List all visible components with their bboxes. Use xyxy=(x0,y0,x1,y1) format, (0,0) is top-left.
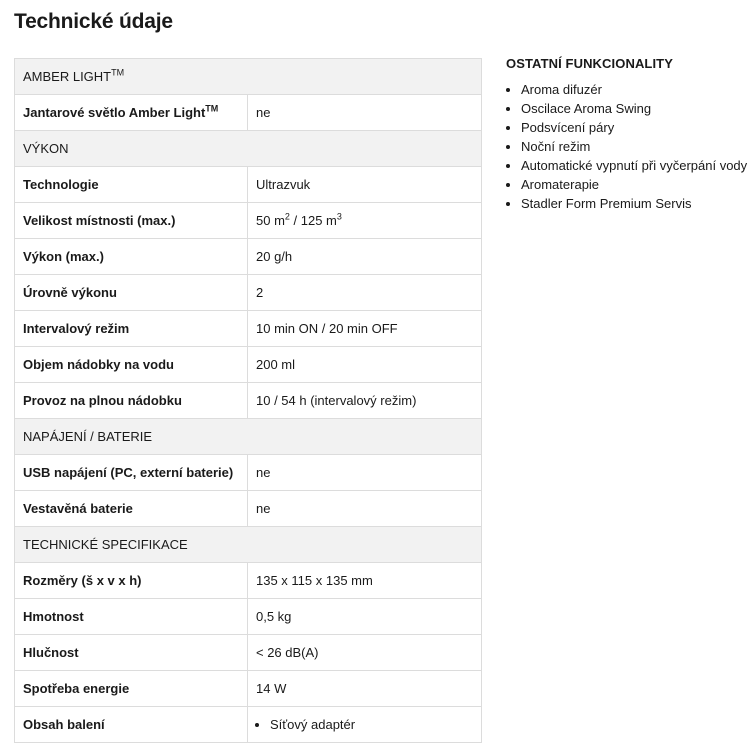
table-row xyxy=(15,563,482,599)
table-row xyxy=(15,707,482,743)
row-label: Provoz na plnou nádobku xyxy=(15,383,248,419)
other-features-title: OSTATNÍ FUNKCIONALITY xyxy=(506,56,673,71)
row-label: Obsah balení xyxy=(15,707,248,743)
row-label: Spotřeba energie xyxy=(15,671,248,707)
row-label: Hmotnost xyxy=(15,599,248,635)
row-label: Úrovně výkonu xyxy=(15,275,248,311)
row-label: Hlučnost xyxy=(15,635,248,671)
table-row xyxy=(15,491,482,527)
row-value: 20 g/h xyxy=(248,239,482,275)
row-value: 14 W xyxy=(248,671,482,707)
list-item: • Oscilace Aroma Swing xyxy=(521,99,751,118)
row-label: Vestavěná baterie xyxy=(15,491,248,527)
other-features-list xyxy=(506,80,751,213)
section-header-amber-light xyxy=(15,59,482,95)
section-title: VÝKON xyxy=(15,131,482,167)
trademark-sup: TM xyxy=(205,103,219,114)
row-value: 135 x 115 x 135 mm xyxy=(248,563,482,599)
table-row xyxy=(15,383,482,419)
row-value: < 26 dB(A) xyxy=(248,635,482,671)
row-value: 200 ml xyxy=(248,347,482,383)
package-contents-list xyxy=(256,717,473,732)
section-title: AMBER LIGHT xyxy=(23,69,112,84)
page-title: Technické údaje xyxy=(14,10,173,33)
list-item: • Aroma difuzér xyxy=(521,80,751,99)
table-row xyxy=(15,671,482,707)
other-features-panel xyxy=(506,56,751,213)
list-item: • Stadler Form Premium Servis xyxy=(521,194,751,213)
row-label: Objem nádobky na vodu xyxy=(15,347,248,383)
value-text: 50 m xyxy=(256,213,285,228)
list-item: • Síťový adaptér xyxy=(270,717,473,732)
spec-table xyxy=(14,58,482,743)
section-title: TECHNICKÉ SPECIFIKACE xyxy=(15,527,482,563)
table-row xyxy=(15,167,482,203)
row-value: 0,5 kg xyxy=(248,599,482,635)
table-row xyxy=(15,95,482,131)
section-header-napajeni xyxy=(15,419,482,455)
row-value: ne xyxy=(248,491,482,527)
row-value: 2 xyxy=(248,275,482,311)
table-row xyxy=(15,599,482,635)
row-value: 10 / 54 h (intervalový režim) xyxy=(248,383,482,419)
table-row xyxy=(15,635,482,671)
row-value: ne xyxy=(248,95,482,131)
row-value xyxy=(248,707,482,743)
row-label: Výkon (max.) xyxy=(15,239,248,275)
superscript: 3 xyxy=(336,211,342,222)
row-value: 10 min ON / 20 min OFF xyxy=(248,311,482,347)
row-label: Technologie xyxy=(15,167,248,203)
list-item: • Noční režim xyxy=(521,137,751,156)
table-row xyxy=(15,455,482,491)
table-row xyxy=(15,275,482,311)
section-header-technicke-specifikace xyxy=(15,527,482,563)
list-item: • Automatické vypnutí při vyčerpání vody xyxy=(521,156,751,175)
list-item: • Podsvícení páry xyxy=(521,118,751,137)
row-value: Ultrazvuk xyxy=(248,167,482,203)
table-row xyxy=(15,239,482,275)
superscript: 2 xyxy=(284,211,290,222)
row-label: Jantarové světlo Amber Light xyxy=(23,105,206,120)
row-label: Rozměry (š x v x h) xyxy=(15,563,248,599)
value-text: / 125 m xyxy=(289,213,337,228)
table-row xyxy=(15,203,482,239)
section-title: NAPÁJENÍ / BATERIE xyxy=(15,419,482,455)
table-row xyxy=(15,347,482,383)
row-value: ne xyxy=(248,455,482,491)
row-label: Velikost místnosti (max.) xyxy=(15,203,248,239)
row-value xyxy=(248,203,482,239)
row-label: Intervalový režim xyxy=(15,311,248,347)
list-item: • Aromaterapie xyxy=(521,175,751,194)
table-row xyxy=(15,311,482,347)
section-header-vykon xyxy=(15,131,482,167)
trademark-sup: TM xyxy=(111,67,125,78)
row-label: USB napájení (PC, externí baterie) xyxy=(15,455,248,491)
